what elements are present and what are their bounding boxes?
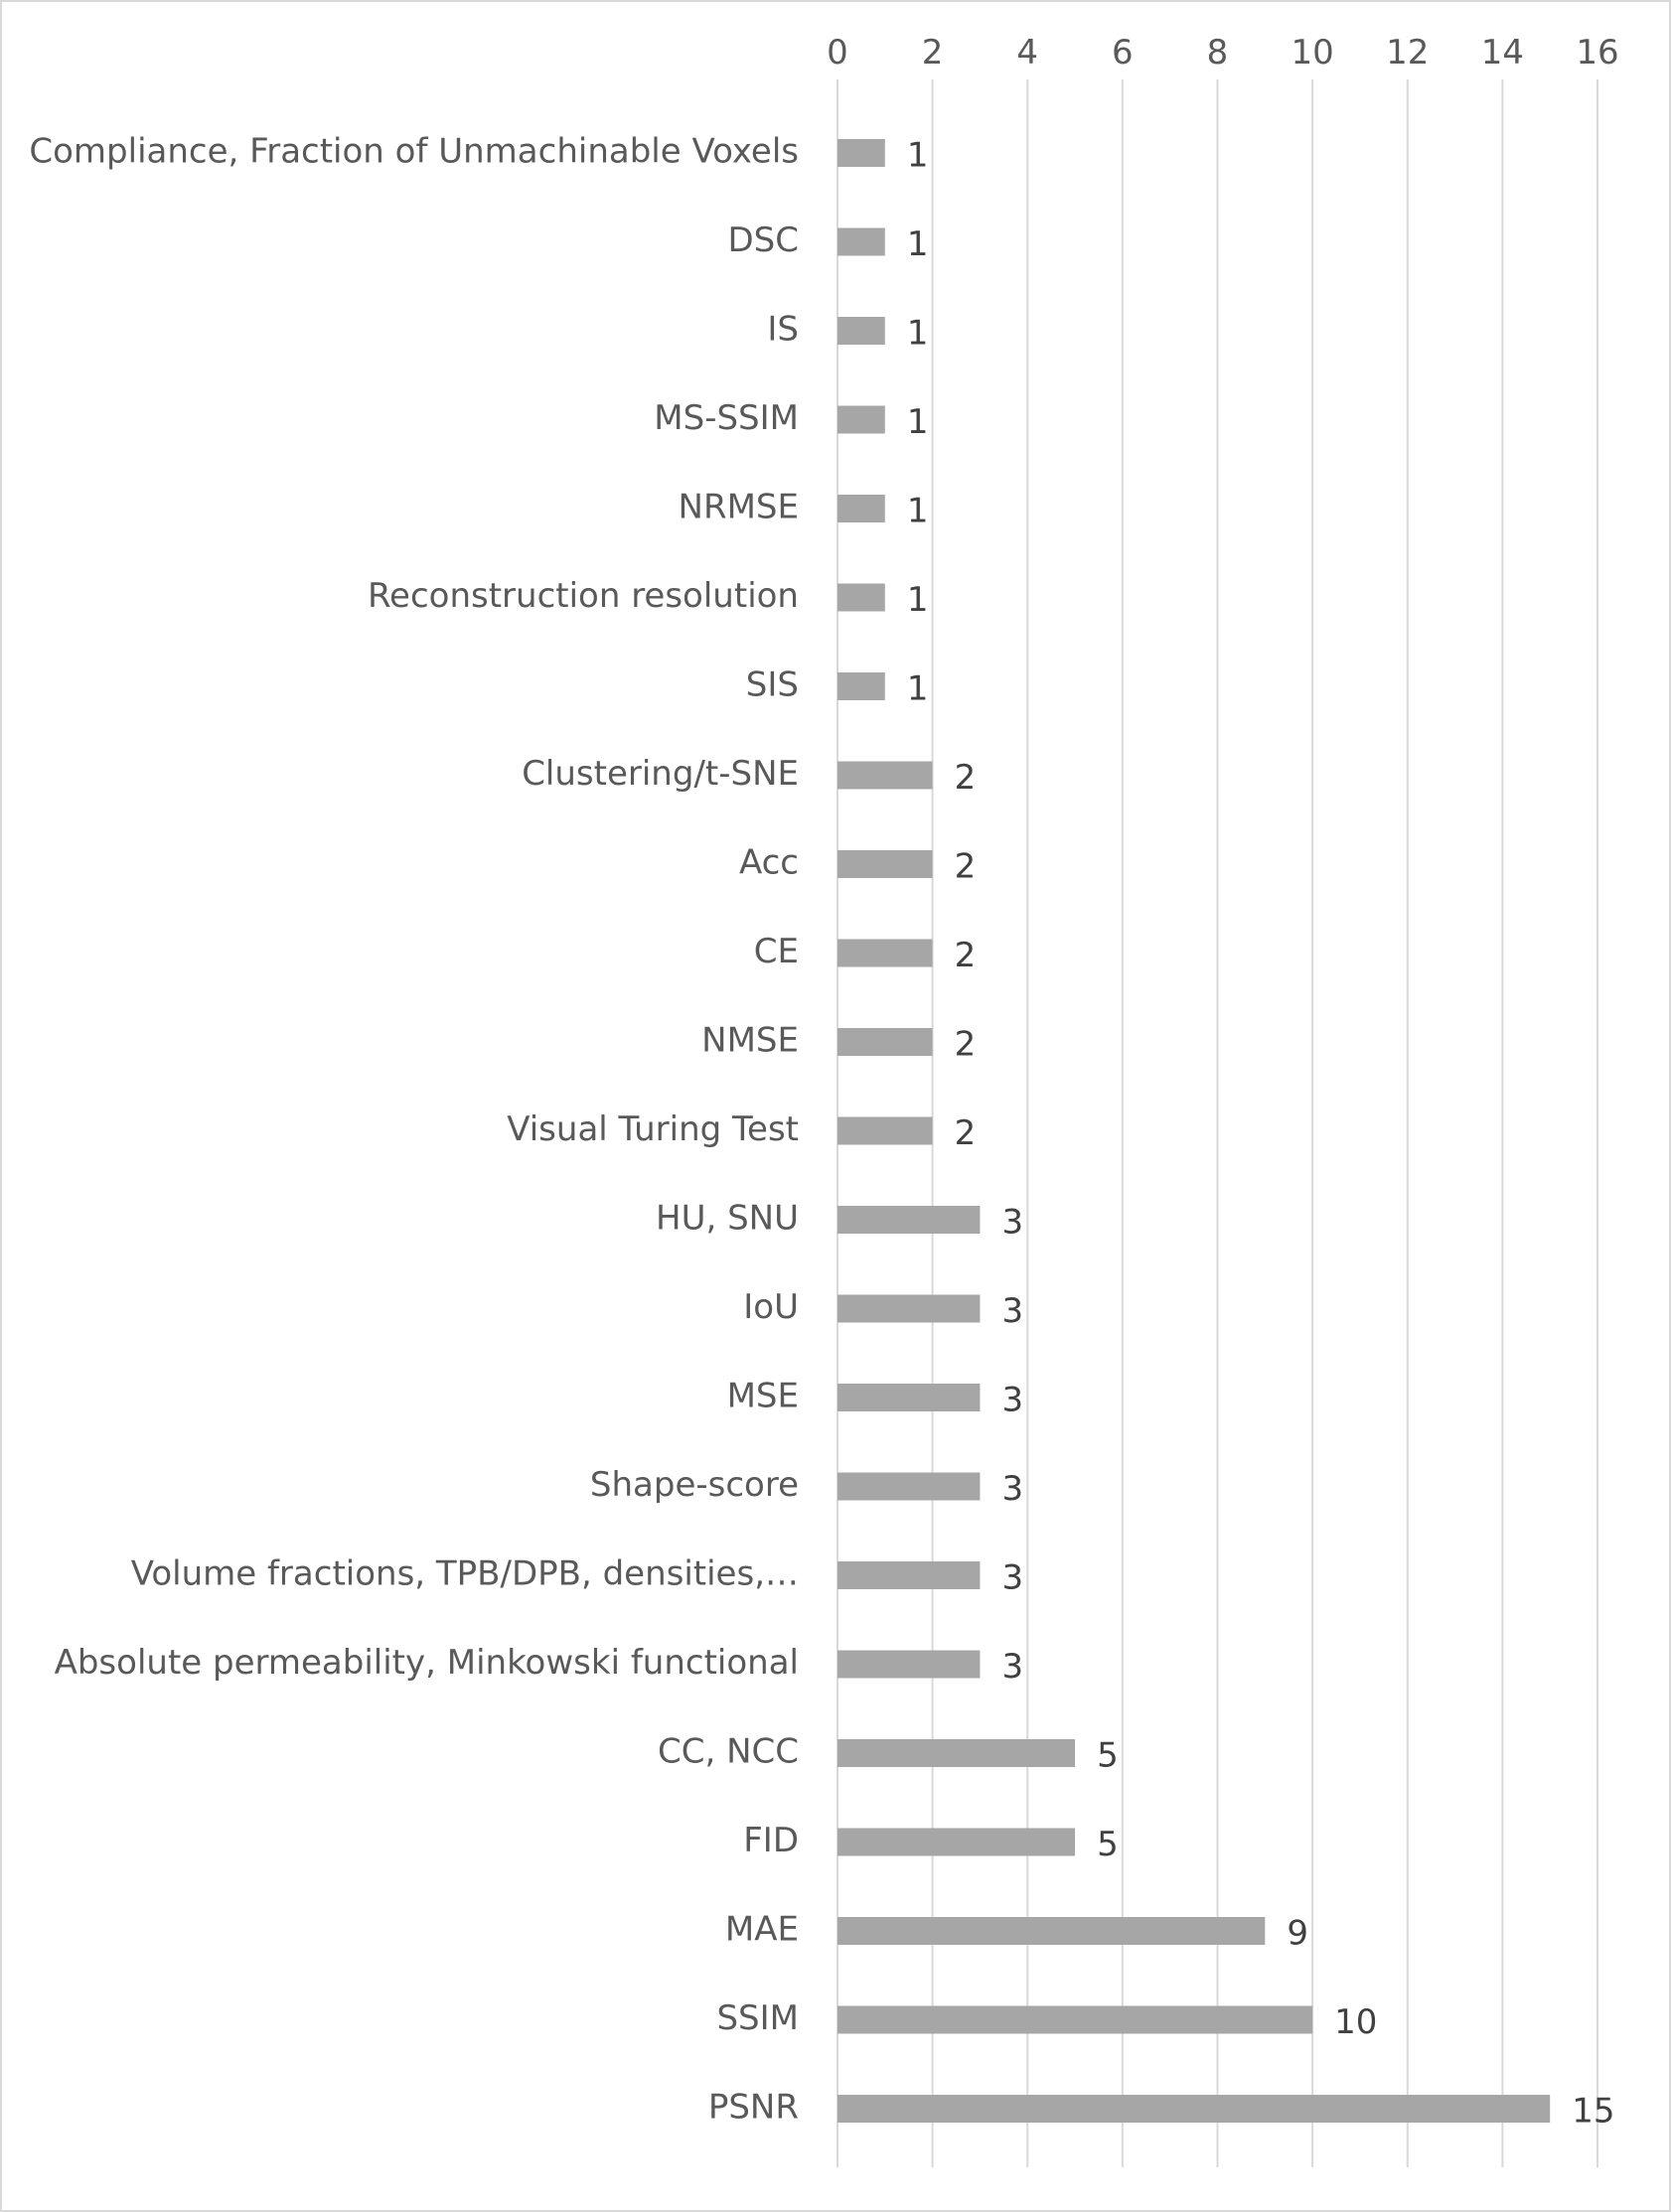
bar: [837, 672, 885, 700]
bar-chart: [2, 2, 1669, 2210]
data-label: 2: [954, 936, 977, 975]
data-label: 3: [1001, 1202, 1024, 1243]
data-label: 2: [954, 846, 977, 887]
bar: [837, 1473, 980, 1501]
bar: [837, 584, 885, 612]
data-label: 15: [1572, 2091, 1615, 2132]
bar: [837, 1384, 980, 1411]
category-label: PSNR: [707, 2087, 799, 2128]
category-label: DSC: [727, 221, 799, 260]
bar: [837, 2006, 1312, 2034]
data-label: 3: [1001, 1469, 1024, 1509]
category-label: NMSE: [701, 1020, 799, 1061]
data-label: 2: [954, 1024, 977, 1065]
data-label: 2: [954, 758, 977, 798]
bar: [837, 1739, 1075, 1767]
category-label: CC, NCC: [657, 1731, 799, 1772]
x-tick-label: 8: [1206, 33, 1229, 73]
bar: [837, 406, 885, 434]
bar: [837, 1295, 980, 1323]
category-label: Volume fractions, TPB/DPB, densities,…: [130, 1553, 799, 1594]
data-label: 3: [1001, 1557, 1024, 1598]
category-label: Reconstruction resolution: [367, 576, 799, 616]
data-label: 1: [906, 491, 929, 531]
data-label: 5: [1097, 1825, 1119, 1864]
category-label: SIS: [745, 664, 799, 705]
bar: [837, 762, 933, 790]
data-label: 1: [906, 668, 929, 709]
bar: [837, 1028, 933, 1056]
category-label: MS-SSIM: [654, 398, 799, 438]
category-label: SSIM: [716, 1998, 799, 2038]
category-label: MSE: [726, 1376, 799, 1416]
x-tick-label: 4: [1016, 33, 1039, 73]
data-label: 9: [1287, 1913, 1308, 1954]
x-tick-label: 6: [1112, 33, 1134, 73]
data-label: 1: [906, 135, 929, 176]
bar: [837, 317, 885, 345]
x-axis-ticks: [827, 33, 1618, 73]
category-label: MAE: [724, 1909, 799, 1950]
bar: [837, 1917, 1265, 1945]
data-label: 5: [1097, 1735, 1119, 1776]
data-label: 10: [1334, 2002, 1378, 2042]
bar: [837, 495, 885, 522]
category-label: HU, SNU: [656, 1198, 799, 1239]
data-label: 1: [906, 402, 929, 442]
category-label: Visual Turing Test: [507, 1109, 799, 1149]
category-label: FID: [743, 1821, 799, 1860]
bar: [837, 1651, 980, 1679]
x-tick-label: 10: [1291, 33, 1334, 73]
category-label: Acc: [738, 842, 799, 883]
bar: [837, 940, 933, 967]
bar: [837, 2095, 1550, 2123]
data-label: 2: [954, 1113, 977, 1153]
category-label: Clustering/t-SNE: [522, 754, 799, 794]
x-tick-label: 2: [921, 33, 944, 73]
data-label: 1: [906, 580, 929, 620]
bar: [837, 1561, 980, 1589]
category-label: Shape-score: [589, 1465, 799, 1505]
category-label: CE: [753, 932, 799, 971]
x-tick-label: 14: [1480, 33, 1525, 73]
x-tick-label: 12: [1386, 33, 1430, 73]
x-tick-label: 16: [1576, 33, 1619, 73]
data-label: 3: [1001, 1291, 1024, 1331]
bar: [837, 228, 885, 256]
bars: [837, 139, 1550, 2123]
bar: [837, 139, 885, 167]
category-label: NRMSE: [678, 487, 799, 527]
category-labels: [29, 132, 799, 2128]
bar: [837, 1117, 933, 1145]
bar: [837, 1829, 1075, 1856]
category-label: IS: [767, 309, 799, 350]
bar: [837, 850, 933, 878]
data-label: 1: [906, 224, 929, 264]
data-label: 3: [1001, 1380, 1024, 1420]
bar: [837, 1206, 980, 1234]
x-tick-label: 0: [827, 33, 848, 73]
category-label: Compliance, Fraction of Unmachinable Voxels: [29, 131, 799, 172]
category-label: Absolute permeability, Minkowski functional: [54, 1643, 799, 1683]
category-label: IoU: [743, 1287, 799, 1327]
data-label: 1: [906, 313, 929, 354]
data-label: 3: [1001, 1647, 1024, 1687]
